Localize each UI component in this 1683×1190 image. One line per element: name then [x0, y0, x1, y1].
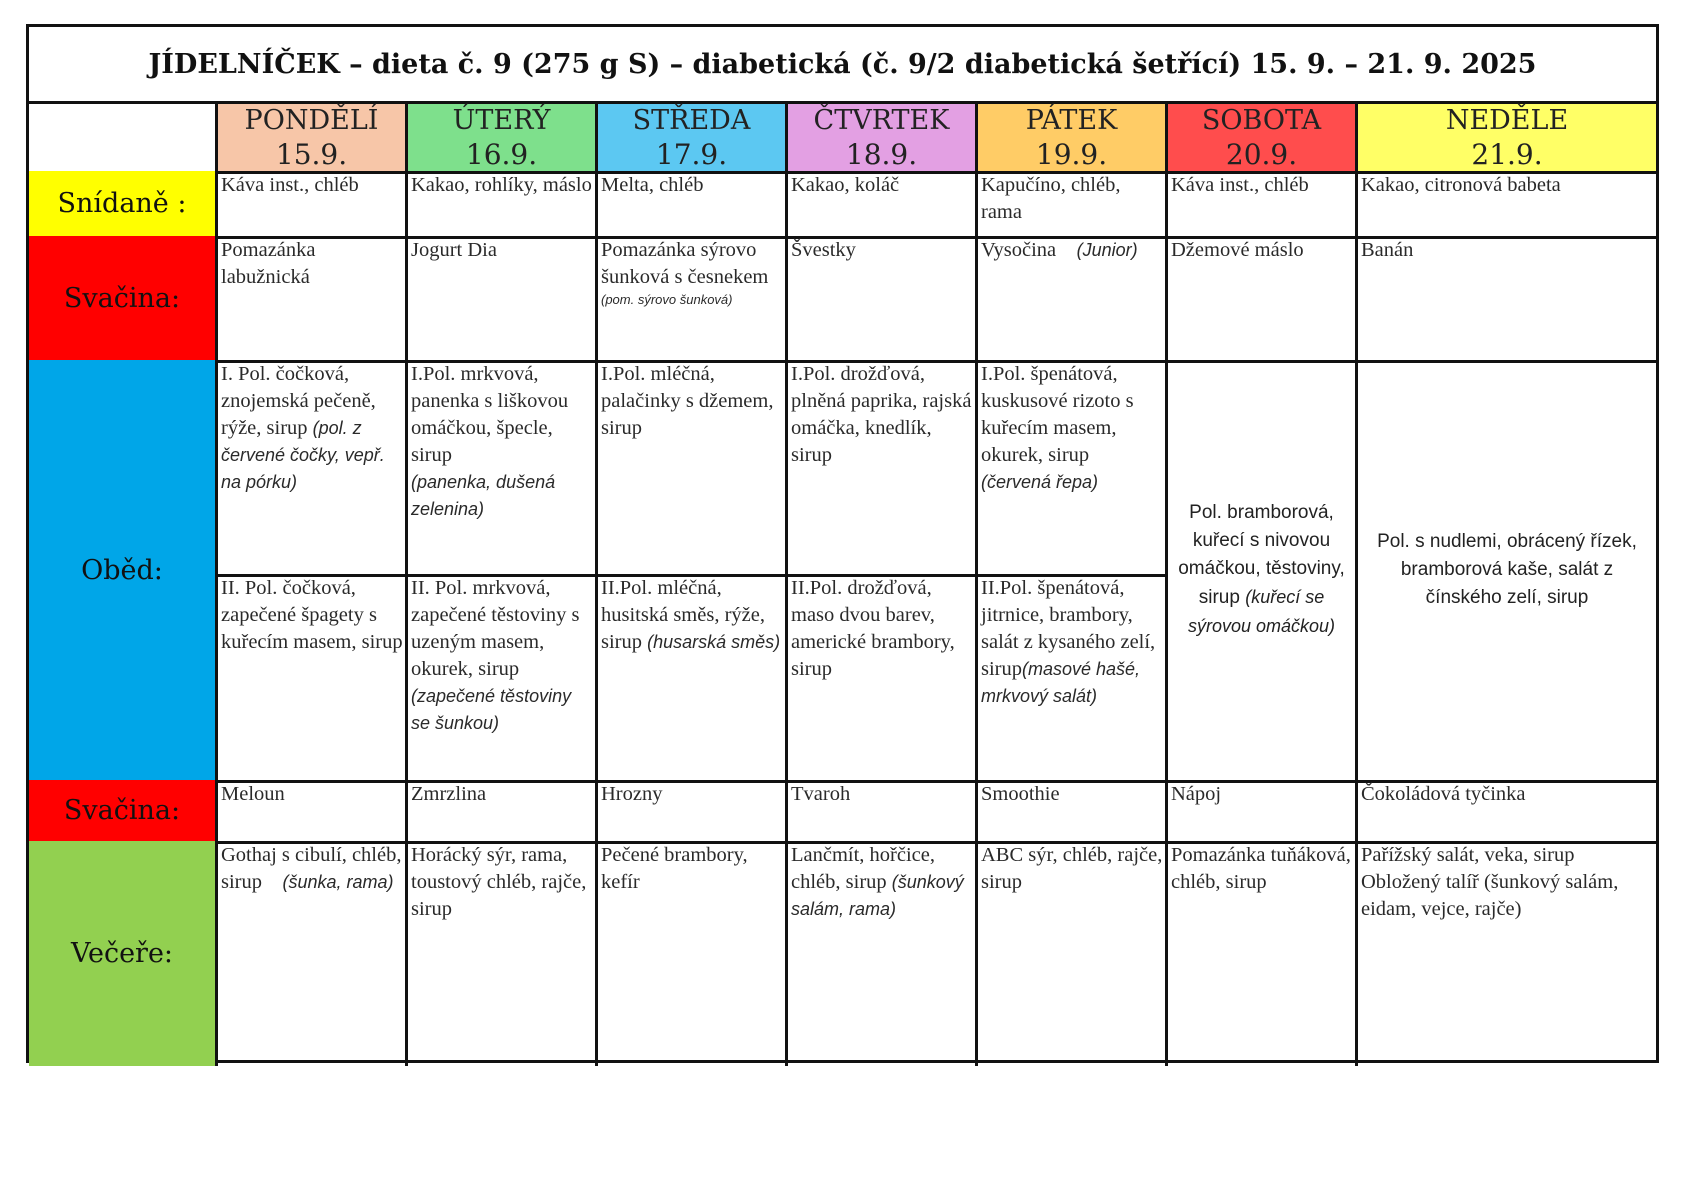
snidane-wednesday: Melta, chléb — [598, 171, 788, 239]
day-date-thursday: 18.9. — [788, 137, 978, 174]
svacina2-wednesday: Hrozny — [598, 780, 788, 844]
meal-text: Banán — [1361, 239, 1414, 261]
obed2-monday — [218, 574, 408, 783]
meal-text: Pařížský salát, veka, sirup — [1361, 844, 1575, 866]
svacina1-wednesday — [598, 236, 788, 363]
svacina2-monday: Meloun — [218, 780, 408, 844]
obed-sunday — [1358, 360, 1656, 783]
svacina2-sunday: Čokoládová tyčinka — [1358, 780, 1656, 844]
meal-note: (masové hašé, mrkvový salát) — [981, 659, 1141, 706]
svacina1-monday — [218, 236, 408, 363]
meal-note: (kuřecí se sýrovou omáčkou) — [1187, 587, 1336, 636]
meal-text: ABC sýr, chléb, rajče, sirup — [981, 844, 1163, 893]
meal-text: Pol. s nudlemi, obrácený řízek, bramborová kaše, salát z čínského zelí, sirup — [1377, 531, 1637, 608]
corner-cell — [29, 104, 218, 174]
meal-text: II. Pol. mrkvová, zapečené těstoviny s uzeným masem, okurek, sirup — [411, 577, 580, 680]
meal-text: Lančmít, hořčice, chléb, sirup — [791, 844, 936, 893]
meal-text: I. Pol. čočková, znojemská pečeně, rýže, sirup — [221, 363, 376, 439]
meal-text: Pomazánka sýrovo šunková s česnekem — [601, 239, 769, 288]
menu-table — [26, 24, 1659, 1063]
day-date-saturday: 20.9. — [1168, 137, 1358, 174]
meal-note: (panenka, dušená zelenina) — [411, 472, 556, 519]
meal-note: (červená řepa) — [981, 472, 1099, 492]
meal-text: II.Pol. drožďová, maso dvou barev, americké brambory, sirup — [791, 577, 955, 680]
meal-text: Gothaj s cibulí, chléb, sirup — [221, 844, 402, 893]
page-title: JÍDELNÍČEK – dieta č. 9 (275 g S) – diabetická (č. 9/2 diabetická šetřící) 15. 9. – 21. 9. 2025 — [29, 27, 1656, 104]
meal-text: I.Pol. mrkvová, panenka s liškovou omáčkou, špecle, sirup — [411, 363, 569, 466]
meal-note: (pom. sýrovo šunková) — [601, 292, 733, 307]
vecere-thursday — [788, 841, 978, 1066]
row-label-obed: Oběd: — [29, 360, 218, 783]
day-name-monday: PONDĚLÍ — [218, 104, 408, 140]
meal-note: (šunka, rama) — [282, 872, 394, 892]
snidane-tuesday: Kakao, rohlíky, máslo — [408, 171, 598, 239]
obed2-thursday — [788, 574, 978, 783]
day-name-friday: PÁTEK — [978, 104, 1168, 140]
svacina1-tuesday — [408, 236, 598, 363]
day-date-monday: 15.9. — [218, 137, 408, 174]
meal-note: (pol. z červené čočky, vepř. na pórku) — [221, 418, 385, 492]
svacina2-tuesday: Zmrzlina — [408, 780, 598, 844]
obed2-friday — [978, 574, 1168, 783]
meal-extra: Obložený talíř (šunkový salám, eidam, vejce, rajče) — [1361, 871, 1619, 920]
snidane-sunday: Kakao, citronová babeta — [1358, 171, 1656, 239]
obed1-friday — [978, 360, 1168, 577]
obed1-wednesday — [598, 360, 788, 577]
meal-text: II. Pol. čočková, zapečené špagety s kuřecím masem, sirup — [221, 577, 403, 653]
day-name-saturday: SOBOTA — [1168, 104, 1358, 140]
svacina2-thursday: Tvaroh — [788, 780, 978, 844]
row-label-svacina-2: Svačina: — [29, 780, 218, 844]
obed1-tuesday — [408, 360, 598, 577]
row-label-vecere: Večeře: — [29, 841, 218, 1066]
vecere-tuesday — [408, 841, 598, 1066]
meal-text: II.Pol. špenátová, jitrnice, brambory, salát z kysaného zelí, sirup — [981, 577, 1156, 680]
svacina1-thursday — [788, 236, 978, 363]
day-date-friday: 19.9. — [978, 137, 1168, 174]
meal-note: (husarská směs) — [647, 632, 781, 652]
day-name-wednesday: STŘEDA — [598, 104, 788, 140]
day-date-wednesday: 17.9. — [598, 137, 788, 174]
snidane-saturday: Káva inst., chléb — [1168, 171, 1358, 239]
meal-text: Pol. bramborová, kuřecí s nivovou omáčkou, těstoviny, sirup — [1178, 502, 1345, 608]
meal-note: (šunkový salám, rama) — [791, 872, 964, 919]
obed1-thursday — [788, 360, 978, 577]
svacina2-saturday: Nápoj — [1168, 780, 1358, 844]
svacina1-sunday — [1358, 236, 1656, 363]
vecere-wednesday — [598, 841, 788, 1066]
obed2-wednesday — [598, 574, 788, 783]
meal-note: (Junior) — [1076, 240, 1138, 260]
svacina2-friday: Smoothie — [978, 780, 1168, 844]
meal-text: Vysočina — [981, 239, 1057, 261]
snidane-friday: Kapučíno, chléb, rama — [978, 171, 1168, 239]
obed2-tuesday — [408, 574, 598, 783]
day-date-tuesday: 16.9. — [408, 137, 598, 174]
meal-text: II.Pol. mléčná, husitská směs, rýže, sirup — [601, 577, 765, 653]
obed-saturday — [1168, 360, 1358, 783]
vecere-saturday — [1168, 841, 1358, 1066]
vecere-sunday — [1358, 841, 1656, 1066]
meal-note: (zapečené těstoviny se šunkou) — [411, 686, 572, 733]
meal-text: Švestky — [791, 239, 856, 261]
meal-text: Pomazánka tuňáková, chléb, sirup — [1171, 844, 1351, 893]
meal-text: I.Pol. špenátová, kuskusové rizoto s kuřecím masem, okurek, sirup — [981, 363, 1134, 466]
meal-text: Jogurt Dia — [411, 239, 497, 261]
meal-text: I.Pol. drožďová, plněná paprika, rajská omáčka, knedlík, sirup — [791, 363, 972, 466]
snidane-thursday: Kakao, koláč — [788, 171, 978, 239]
svacina1-saturday — [1168, 236, 1358, 363]
meal-text: Pečené brambory, kefír — [601, 844, 748, 893]
vecere-friday — [978, 841, 1168, 1066]
day-date-sunday: 21.9. — [1358, 137, 1656, 174]
day-name-thursday: ČTVRTEK — [788, 104, 978, 140]
snidane-monday: Káva inst., chléb — [218, 171, 408, 239]
row-label-svacina-1: Svačina: — [29, 236, 218, 363]
obed1-monday — [218, 360, 408, 577]
meal-text: I.Pol. mléčná, palačinky s džemem, sirup — [601, 363, 774, 439]
meal-text: Horácký sýr, rama, toustový chléb, rajče, sirup — [411, 844, 587, 920]
svacina1-friday — [978, 236, 1168, 363]
row-label-snidane: Snídaně : — [29, 171, 218, 239]
meal-text: Džemové máslo — [1171, 239, 1304, 261]
meal-text: Pomazánka labužnická — [221, 239, 316, 288]
day-name-sunday: NEDĚLE — [1358, 104, 1656, 140]
vecere-monday — [218, 841, 408, 1066]
day-name-tuesday: ÚTERÝ — [408, 104, 598, 140]
